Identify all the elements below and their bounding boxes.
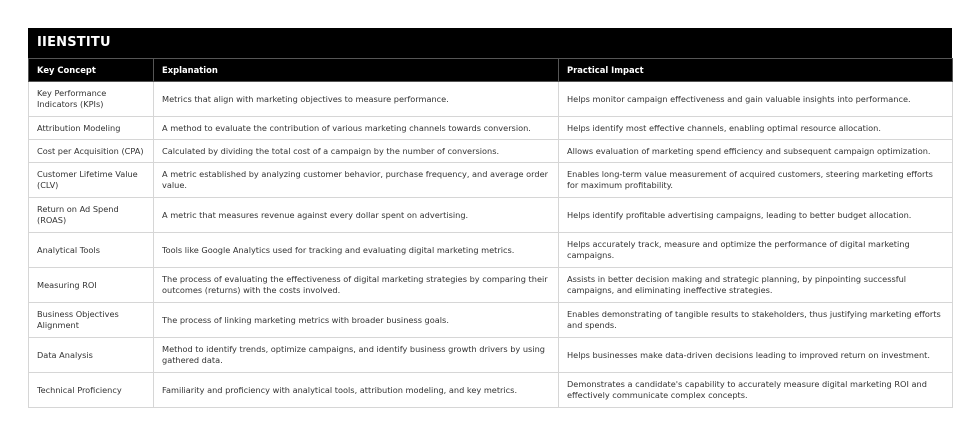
table-body bbox=[29, 82, 953, 408]
table-row bbox=[29, 198, 953, 233]
table-row bbox=[29, 233, 953, 268]
cell-practical-impact: Helps monitor campaign effectiveness and gain valuable insights into performance. bbox=[559, 82, 953, 117]
table-row bbox=[29, 338, 953, 373]
cell-practical-impact: Enables long-term value measurement of acquired customers, steering marketing efforts for maximum profitability. bbox=[559, 163, 953, 198]
table-header-row bbox=[29, 59, 953, 82]
header-practical-impact: Practical Impact bbox=[559, 59, 953, 82]
cell-explanation: The process of evaluating the effectiveness of digital marketing strategies by comparing their outcomes (returns) with the costs involved. bbox=[154, 268, 559, 303]
table-row bbox=[29, 140, 953, 163]
cell-explanation: Metrics that align with marketing objectives to measure performance. bbox=[154, 82, 559, 117]
table-row bbox=[29, 163, 953, 198]
cell-practical-impact: Helps accurately track, measure and optimize the performance of digital marketing campaigns. bbox=[559, 233, 953, 268]
cell-key-concept: Cost per Acquisition (CPA) bbox=[29, 140, 154, 163]
table-row bbox=[29, 303, 953, 338]
cell-key-concept: Customer Lifetime Value (CLV) bbox=[29, 163, 154, 198]
brand-title: IIENSTITU bbox=[28, 28, 952, 58]
cell-explanation: Familiarity and proficiency with analytical tools, attribution modeling, and key metrics. bbox=[154, 373, 559, 408]
cell-key-concept: Technical Proficiency bbox=[29, 373, 154, 408]
table-row bbox=[29, 82, 953, 117]
cell-key-concept: Return on Ad Spend (ROAS) bbox=[29, 198, 154, 233]
cell-key-concept: Analytical Tools bbox=[29, 233, 154, 268]
cell-key-concept: Key Performance Indicators (KPIs) bbox=[29, 82, 154, 117]
cell-practical-impact: Enables demonstrating of tangible results to stakeholders, thus justifying marketing efforts and spends. bbox=[559, 303, 953, 338]
cell-explanation: A method to evaluate the contribution of various marketing channels towards conversion. bbox=[154, 117, 559, 140]
cell-practical-impact: Helps businesses make data-driven decisions leading to improved return on investment. bbox=[559, 338, 953, 373]
table-row bbox=[29, 373, 953, 408]
content-table-container bbox=[28, 28, 952, 408]
cell-key-concept: Measuring ROI bbox=[29, 268, 154, 303]
concept-table bbox=[28, 58, 953, 408]
cell-explanation: A metric established by analyzing customer behavior, purchase frequency, and average order value. bbox=[154, 163, 559, 198]
cell-key-concept: Attribution Modeling bbox=[29, 117, 154, 140]
cell-explanation: A metric that measures revenue against every dollar spent on advertising. bbox=[154, 198, 559, 233]
cell-key-concept: Business Objectives Alignment bbox=[29, 303, 154, 338]
cell-practical-impact: Assists in better decision making and strategic planning, by pinpointing successful campaigns, and eliminating ineffective strategies. bbox=[559, 268, 953, 303]
cell-explanation: Tools like Google Analytics used for tracking and evaluating digital marketing metrics. bbox=[154, 233, 559, 268]
cell-explanation: The process of linking marketing metrics with broader business goals. bbox=[154, 303, 559, 338]
header-key-concept: Key Concept bbox=[29, 59, 154, 82]
cell-practical-impact: Helps identify most effective channels, enabling optimal resource allocation. bbox=[559, 117, 953, 140]
cell-practical-impact: Helps identify profitable advertising campaigns, leading to better budget allocation. bbox=[559, 198, 953, 233]
cell-practical-impact: Allows evaluation of marketing spend efficiency and subsequent campaign optimization. bbox=[559, 140, 953, 163]
cell-explanation: Method to identify trends, optimize campaigns, and identify business growth drivers by using gathered data. bbox=[154, 338, 559, 373]
table-row bbox=[29, 117, 953, 140]
cell-practical-impact: Demonstrates a candidate's capability to accurately measure digital marketing ROI and effectively communicate complex concepts. bbox=[559, 373, 953, 408]
cell-explanation: Calculated by dividing the total cost of a campaign by the number of conversions. bbox=[154, 140, 559, 163]
cell-key-concept: Data Analysis bbox=[29, 338, 154, 373]
header-explanation: Explanation bbox=[154, 59, 559, 82]
table-row bbox=[29, 268, 953, 303]
